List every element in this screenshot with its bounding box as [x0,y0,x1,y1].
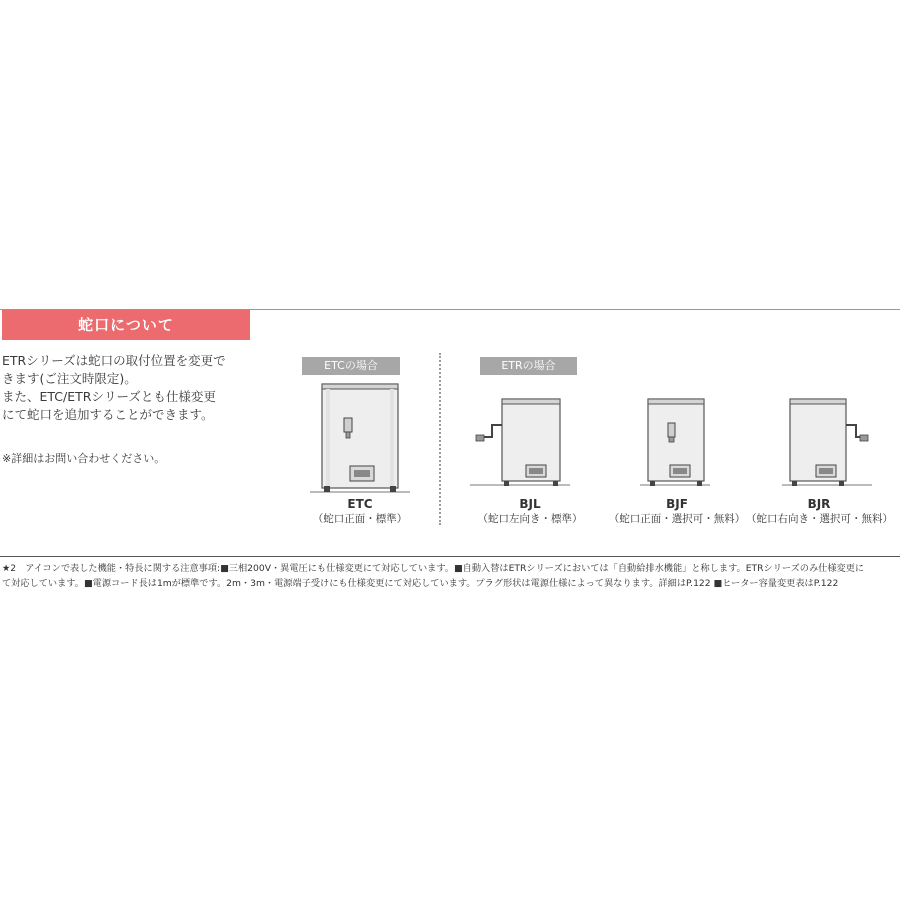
etc-unit-illustration [310,380,410,495]
model-spec: （蛇口正面・選択可・無料） [608,513,746,525]
description-line: ETRシリーズは蛇口の取付位置を変更で [2,353,226,368]
bjr-caption [746,497,892,527]
footnote-line: ★2 アイコンで表した機能・特長に関する注意事項:■三相200V・異電圧にも仕様変更にて対応しています。■自動入替はETRシリーズにおいては「自動給排水機能」と称します。ETRシリーズのみ仕様変更に [2,563,865,574]
model-name: BJL [519,497,541,511]
inquiry-note: ※詳細はお問い合わせください。 [2,452,166,465]
description-line: きます(ご注文時限定)。 [2,371,137,386]
bjl-caption [460,497,600,527]
model-name: BJR [807,497,831,511]
bjr-unit-illustration [782,395,872,495]
model-spec: （蛇口右向き・選択可・無料） [746,513,893,525]
bjl-unit-illustration [470,395,570,495]
footnote [2,561,898,591]
etr-case-label: ETRの場合 [480,357,577,375]
model-spec: （蛇口左向き・標準） [477,513,583,525]
model-name: BJF [666,497,688,511]
description-line: また、ETC/ETRシリーズとも仕様変更 [2,389,216,404]
etc-case-label: ETCの場合 [302,357,400,375]
description [2,352,258,424]
description-line: にて蛇口を追加することができます。 [2,407,214,422]
model-spec: （蛇口正面・標準） [312,513,408,525]
section-header [2,310,250,340]
bjf-caption [607,497,747,527]
etc-caption [290,497,430,527]
section-title: 蛇口について [78,316,174,334]
footnote-rule [0,556,900,557]
footnote-line: て対応しています。■電源コード長は1mが標準です。2m・3m・電源端子受けにも仕様変更にて対応しています。プラグ形状は電源仕様によって異なります。詳細はP.122 ■ヒーター容量変更表はP.122 [2,578,839,589]
bjf-unit-illustration [640,395,710,495]
model-name: ETC [347,497,373,511]
dotted-divider [439,353,441,525]
